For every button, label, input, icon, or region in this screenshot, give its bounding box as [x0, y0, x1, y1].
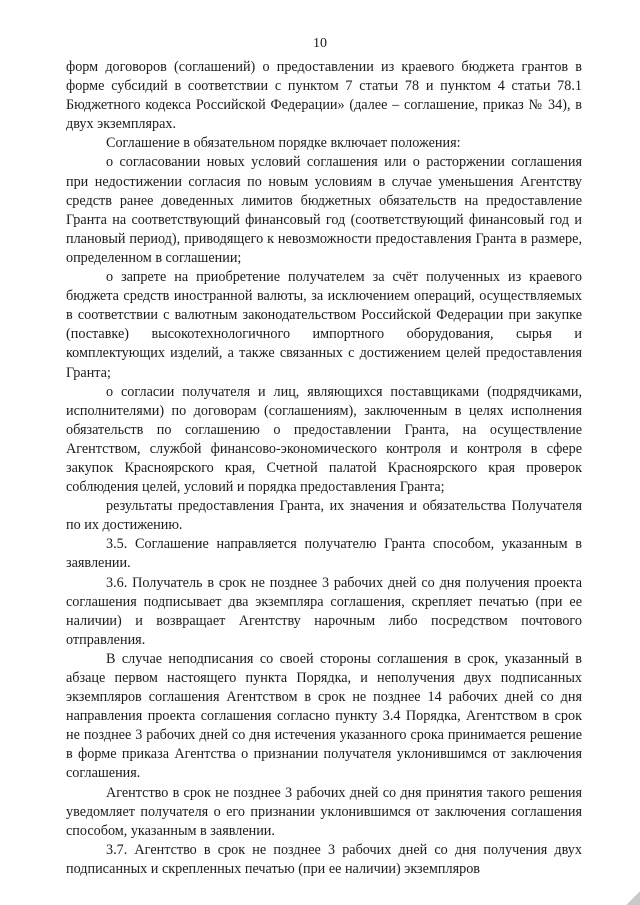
paragraph-consent-to-audits: о согласии получателя и лиц, являющихся поставщиками (подрядчиками, исполнителями) по договорам (соглашениям), заключенным в целях исполнения обязательств по соглашению о предоставлении Гранта, на осуществление Агентством, службой финансово-экономического контроля и контроля в сфере закупок Красноярского края, Счетной палатой Красноярского края проверок соблюдения целей, условий и порядка предоставления Гранта; [66, 383, 582, 496]
paragraph-notification: Агентство в срок не позднее 3 рабочих дней со дня принятия такого решения уведомляет получателя о его признании уклонившимся от заключения соглашения способом, указанным в заявлении. [66, 784, 582, 839]
document-body [66, 58, 582, 879]
paragraph-continuation: форм договоров (соглашений) о предоставлении из краевого бюджета грантов в форме субсидий в соответствии с пунктом 7 статьи 78 и пунктом 4 статьи 78.1 Бюджетного кодекса Российской Федерации» (далее – соглашение, приказ № 34), в двух экземплярах. [66, 59, 582, 133]
paragraph-currency-ban: о запрете на приобретение получателем за счёт полученных из краевого бюджета средств иностранной валюты, за исключением операций, осуществляемых в соответствии с валютным законодательством Российской Федерации при закупке (поставке) высокотехнологичного импортного оборудования, сырья и комплектующих изделий, а также связанных с достижением целей предоставления Гранта; [66, 269, 582, 381]
paragraph-grant-results: результаты предоставления Гранта, их значения и обязательства Получателя по их достижению. [66, 498, 582, 534]
paragraph-new-conditions: о согласовании новых условий соглашения или о расторжении соглашения при недостижении согласия по новым условиям в случае уменьшения Агентству средств ранее доведенных лимитов бюджетных обязательств на предоставление Гранта на соответствующий финансовый год (соответствующий финансовый год и плановый период), приводящего к невозможности предоставления Гранта в размере, определенном в соглашении; [66, 154, 582, 266]
paragraph-agreement-intro: Соглашение в обязательном порядке включает положения: [106, 135, 461, 152]
scan-corner-shadow [626, 891, 640, 905]
paragraph-3-5: 3.5. Соглашение направляется получателю Гранта способом, указанным в заявлении. [66, 536, 582, 572]
page-number: 10 [313, 36, 327, 51]
paragraph-non-signing: В случае неподписания со своей стороны соглашения в срок, указанный в абзаце первом настоящего пункта Порядка, и неполучения двух подписанных экземпляров соглашения Агентством в срок не позднее 14 рабочих дней со дня направления проекта соглашения согласно пункту 3.4 Порядка, Агентством в срок не позднее 3 рабочих дней со дня истечения указанного срока принимается решение в форме приказа Агентства о признании получателя уклонившимся от заключения соглашения. [66, 650, 582, 782]
paragraph-3-7: 3.7. Агентство в срок не позднее 3 рабочих дней со дня получения двух подписанных и скрепленных печатью (при ее наличии) экземпляров [66, 841, 582, 877]
paragraph-3-6: 3.6. Получатель в срок не позднее 3 рабочих дней со дня получения проекта соглашения подписывает два экземпляра соглашения, скрепляет печатью (при ее наличии) и возвращает Агентству нарочным либо посредством почтового отправления. [66, 574, 582, 648]
